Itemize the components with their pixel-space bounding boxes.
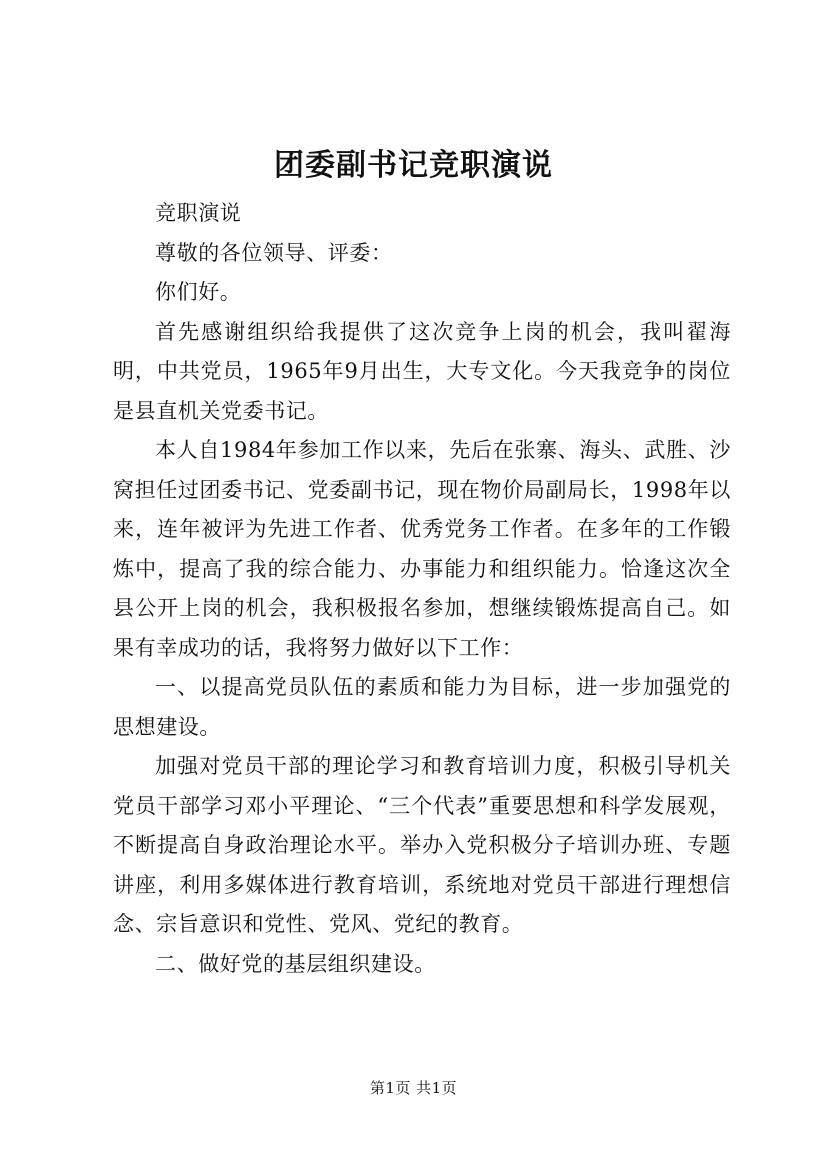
paragraph-salutation: 尊敬的各位领导、评委： [155,240,393,265]
document-title: 团委副书记竞职演说 [274,148,553,183]
paragraph-training: 加强对党员干部的理论学习和教育培训力度，积极引导机关党员干部学习邓小平理论、“三个代表”重要思想和科学发展观，不断提高自身政治理论水平。举办入党积极分子培训办班、专题讲座，利用多媒体进行教育培训，系统地对党员干部进行理想信念、宗旨意识和党性、党风、党纪的教育。 [113,754,731,936]
paragraph-heading: 竞职演说 [155,201,242,225]
document-body [113,194,731,984]
paragraph-background: 本人自1984年参加工作以来，先后在张寨、海头、武胜、沙窝担任过团委书记、党委副书记，现在物价局副局长，1998年以来，连年被评为先进工作者、优秀党务工作者。在多年的工作锻炼中，提高了我的综合能力、办事能力和组织能力。恰逢这次全县公开上岗的机会，我积极报名参加，想继续锻炼提高自己。如果有幸成功的话，我将努力做好以下工作： [113,438,731,660]
paragraph-point-two: 二、做好党的基层组织建设。 [155,951,436,976]
page-number-footer: 第1页 共1页 [369,1079,458,1097]
paragraph-greeting: 你们好。 [155,280,242,304]
paragraph-point-one: 一、以提高党员队伍的素质和能力为目标，进一步加强党的思想建设。 [113,675,731,739]
paragraph-introduction: 首先感谢组织给我提供了这次竞争上岗的机会，我叫翟海明，中共党员，1965年9月出生，大专文化。今天我竞争的岗位是县直机关党委书记。 [113,319,731,423]
